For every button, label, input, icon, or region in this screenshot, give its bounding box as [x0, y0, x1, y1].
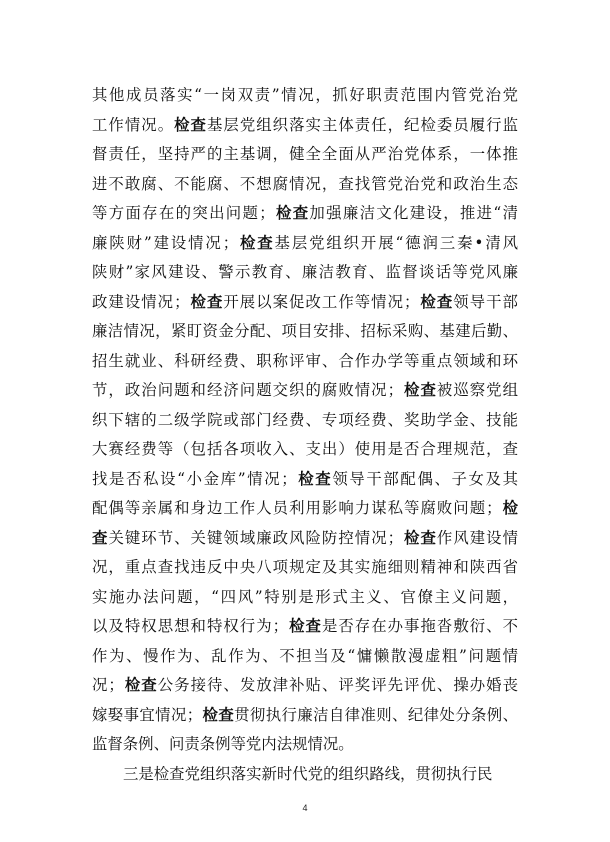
text-run: 是否存在办事拖沓敷衍、不: [321, 617, 518, 635]
text-line: [92, 701, 518, 731]
text-line: [92, 347, 518, 377]
text-line: [92, 111, 518, 141]
text-run: 招生就业、科研经费、职称评审、合作办学等重点领域和环: [92, 351, 518, 370]
text-line: [92, 288, 518, 318]
keyword-check: 检查: [174, 115, 207, 134]
text-run: 领导干部配偶、子女及其: [332, 469, 518, 488]
text-line: [92, 317, 518, 347]
text-run: 作为、慢作为、乱作为、不担当及“慵懒散漫虚粗”问题情: [92, 646, 518, 665]
text-line: [92, 406, 518, 436]
text-run: 开展以案促改工作等情况；: [223, 292, 420, 311]
text-run: 找是否私设“小金库”情况；: [92, 469, 297, 488]
text-run: 廉洁情况，紧盯资金分配、项目安排、招标采购、基建后勤、: [92, 322, 518, 340]
text-run: 以及特权思想和特权行为；: [92, 617, 289, 635]
text-line: [92, 671, 518, 701]
text-run: 节，政治问题和经济问题交织的腐败情况；: [92, 381, 403, 399]
text-line: [92, 642, 518, 672]
body-text: [92, 81, 518, 789]
text-run: 被巡察党组: [436, 381, 518, 399]
text-run: 况，重点查找违反中央八项规定及其实施细则精神和陕西省: [92, 558, 518, 576]
keyword-check: 检查: [274, 204, 310, 222]
text-line: [92, 170, 518, 200]
text-run: 基层党组织落实主体责任，纪检委员履行监: [206, 115, 518, 134]
text-run: 工作情况。: [92, 115, 175, 134]
text-run: 嫁娶事宜情况；: [92, 705, 203, 724]
text-run: 大赛经费等（包括各项收入、支出）使用是否合理规范，查: [92, 440, 518, 458]
text-line: [92, 81, 518, 111]
text-run: 陕财”家风建设、警示教育、廉洁教育、监督谈话等党风廉: [92, 263, 518, 281]
text-line: [92, 524, 518, 554]
text-run: 进不敢腐、不能腐、不想腐情况，查找管党治党和政治生态: [92, 174, 518, 193]
keyword-check: 检查: [296, 469, 333, 488]
keyword-check: 检查: [419, 292, 454, 311]
keyword-check: 检查: [238, 233, 275, 252]
text-line: [92, 612, 518, 642]
keyword-check: 检查: [288, 617, 322, 635]
text-run: 三是检查党组织落实新时代党的组织路线，贯彻执行民: [123, 764, 493, 783]
keyword-check: 检查: [403, 528, 437, 547]
text-run: 督责任，坚持严的主基调，健全全面从严治党体系，一体推: [92, 145, 518, 163]
text-run: 作风建设情: [436, 528, 518, 547]
text-run: 等方面存在的突出问题；: [92, 204, 275, 222]
text-run: 实施办法问题，“四风”特别是形式主义、官僚主义问题，: [92, 587, 518, 606]
text-run: 加强廉洁文化建设，推进“清: [309, 204, 518, 222]
text-line: [92, 553, 518, 583]
text-line: [92, 258, 518, 288]
text-run: 监督条例、问责条例等党内法规情况。: [92, 735, 354, 753]
text-line: [92, 140, 518, 170]
text-line: [92, 229, 518, 259]
keyword-check: 查: [92, 528, 109, 547]
keyword-check: 检查: [189, 292, 224, 311]
keyword-check: 检查: [403, 381, 437, 399]
text-line: [92, 760, 518, 790]
text-line: [92, 730, 518, 760]
text-run: 公务接待、发放津补贴、评奖评先评优、操办婚丧: [157, 676, 518, 694]
text-run: 况；: [92, 676, 124, 694]
text-run: 关键环节、关键领域廉政风险防控情况；: [108, 528, 404, 547]
text-line: [92, 465, 518, 495]
keyword-check: 检: [501, 499, 518, 517]
page-number: 4: [302, 803, 308, 813]
text-run: 织下辖的二级学院或部门经费、专项经费、奖助学金、技能: [92, 410, 518, 429]
keyword-check: 检查: [202, 705, 235, 724]
text-run: 配偶等亲属和身边工作人员利用影响力谋私等腐败问题；: [92, 499, 502, 517]
text-run: 贯彻执行廉洁自律准则、纪律处分条例、: [234, 705, 518, 724]
text-run: 政建设情况；: [92, 292, 190, 311]
paragraph-1: [92, 81, 518, 760]
text-line: [92, 494, 518, 524]
keyword-check: 检查: [123, 676, 158, 694]
text-run: 其他成员落实“一岗双责”情况，抓好职责范围内管党治党: [92, 86, 518, 104]
text-line: [92, 376, 518, 406]
text-line: [92, 435, 518, 465]
text-line: [92, 583, 518, 613]
text-run: 领导干部: [453, 292, 518, 311]
text-line: [92, 199, 518, 229]
paragraph-2: [92, 760, 518, 790]
text-run: 廉陕财”建设情况；: [92, 233, 239, 252]
text-run: 基层党组织开展“德润三秦•清风: [274, 233, 518, 252]
